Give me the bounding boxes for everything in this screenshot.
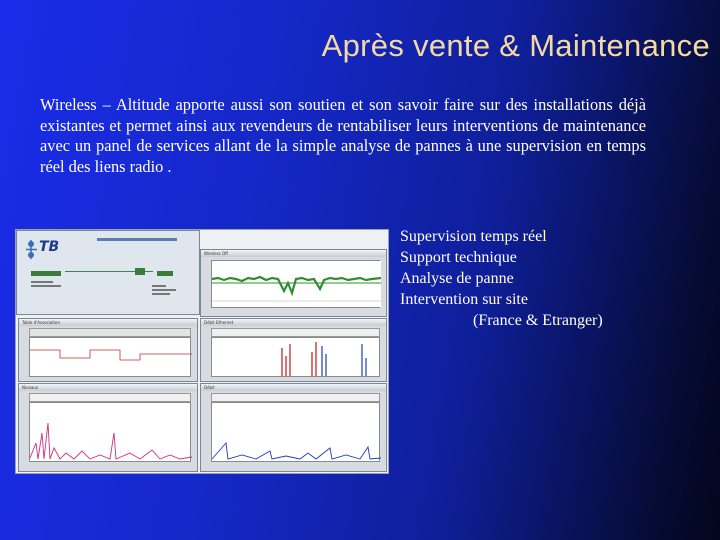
topology-panel: [16, 230, 200, 315]
ethernet-chart-panel: [200, 318, 387, 382]
slide-body-paragraph: Wireless – Altitude apporte aussi son soutien et son savoir faire sur des installations déjà existantes et permet ainsi aux revendeurs de rentabiliser leurs interventions de maintenance avec un panel de services allant de la simple analyse de pannes à une supervision en temps réel des liens radio .: [40, 95, 646, 176]
wireless-plot: [211, 260, 380, 308]
throughput-chart-title: Débit: [201, 384, 386, 391]
ethernet-plot: [211, 337, 380, 377]
service-item: Supervision temps réel: [400, 228, 547, 245]
association-chart-title: Table d'Association: [19, 319, 197, 326]
services-list: [400, 226, 603, 331]
wireless-chart-title: Wireless Off: [201, 250, 386, 257]
throughput-plot: [211, 402, 380, 462]
service-item-note: (France & Etranger): [473, 312, 603, 329]
association-chart-legend: [29, 328, 191, 337]
slide-title: Après vente & Maintenance: [321, 28, 710, 63]
levels-chart-panel: [18, 383, 198, 472]
levels-chart-legend: [29, 393, 191, 402]
tb-logo-text: TB: [39, 239, 60, 255]
wireless-chart-panel: [200, 249, 387, 317]
ethernet-chart-legend: [211, 328, 380, 337]
throughput-chart-panel: [200, 383, 387, 472]
association-plot: [29, 337, 191, 377]
service-item: Analyse de panne: [400, 270, 514, 287]
service-item: Support technique: [400, 249, 517, 266]
ethernet-chart-title: Débit Ethernet: [201, 319, 386, 326]
association-chart-panel: [18, 318, 198, 382]
supervision-screenshot: [15, 229, 389, 474]
levels-plot: [29, 402, 191, 462]
levels-chart-title: Niveaux: [19, 384, 197, 391]
service-item: Intervention sur site: [400, 291, 528, 308]
throughput-chart-legend: [211, 393, 380, 402]
